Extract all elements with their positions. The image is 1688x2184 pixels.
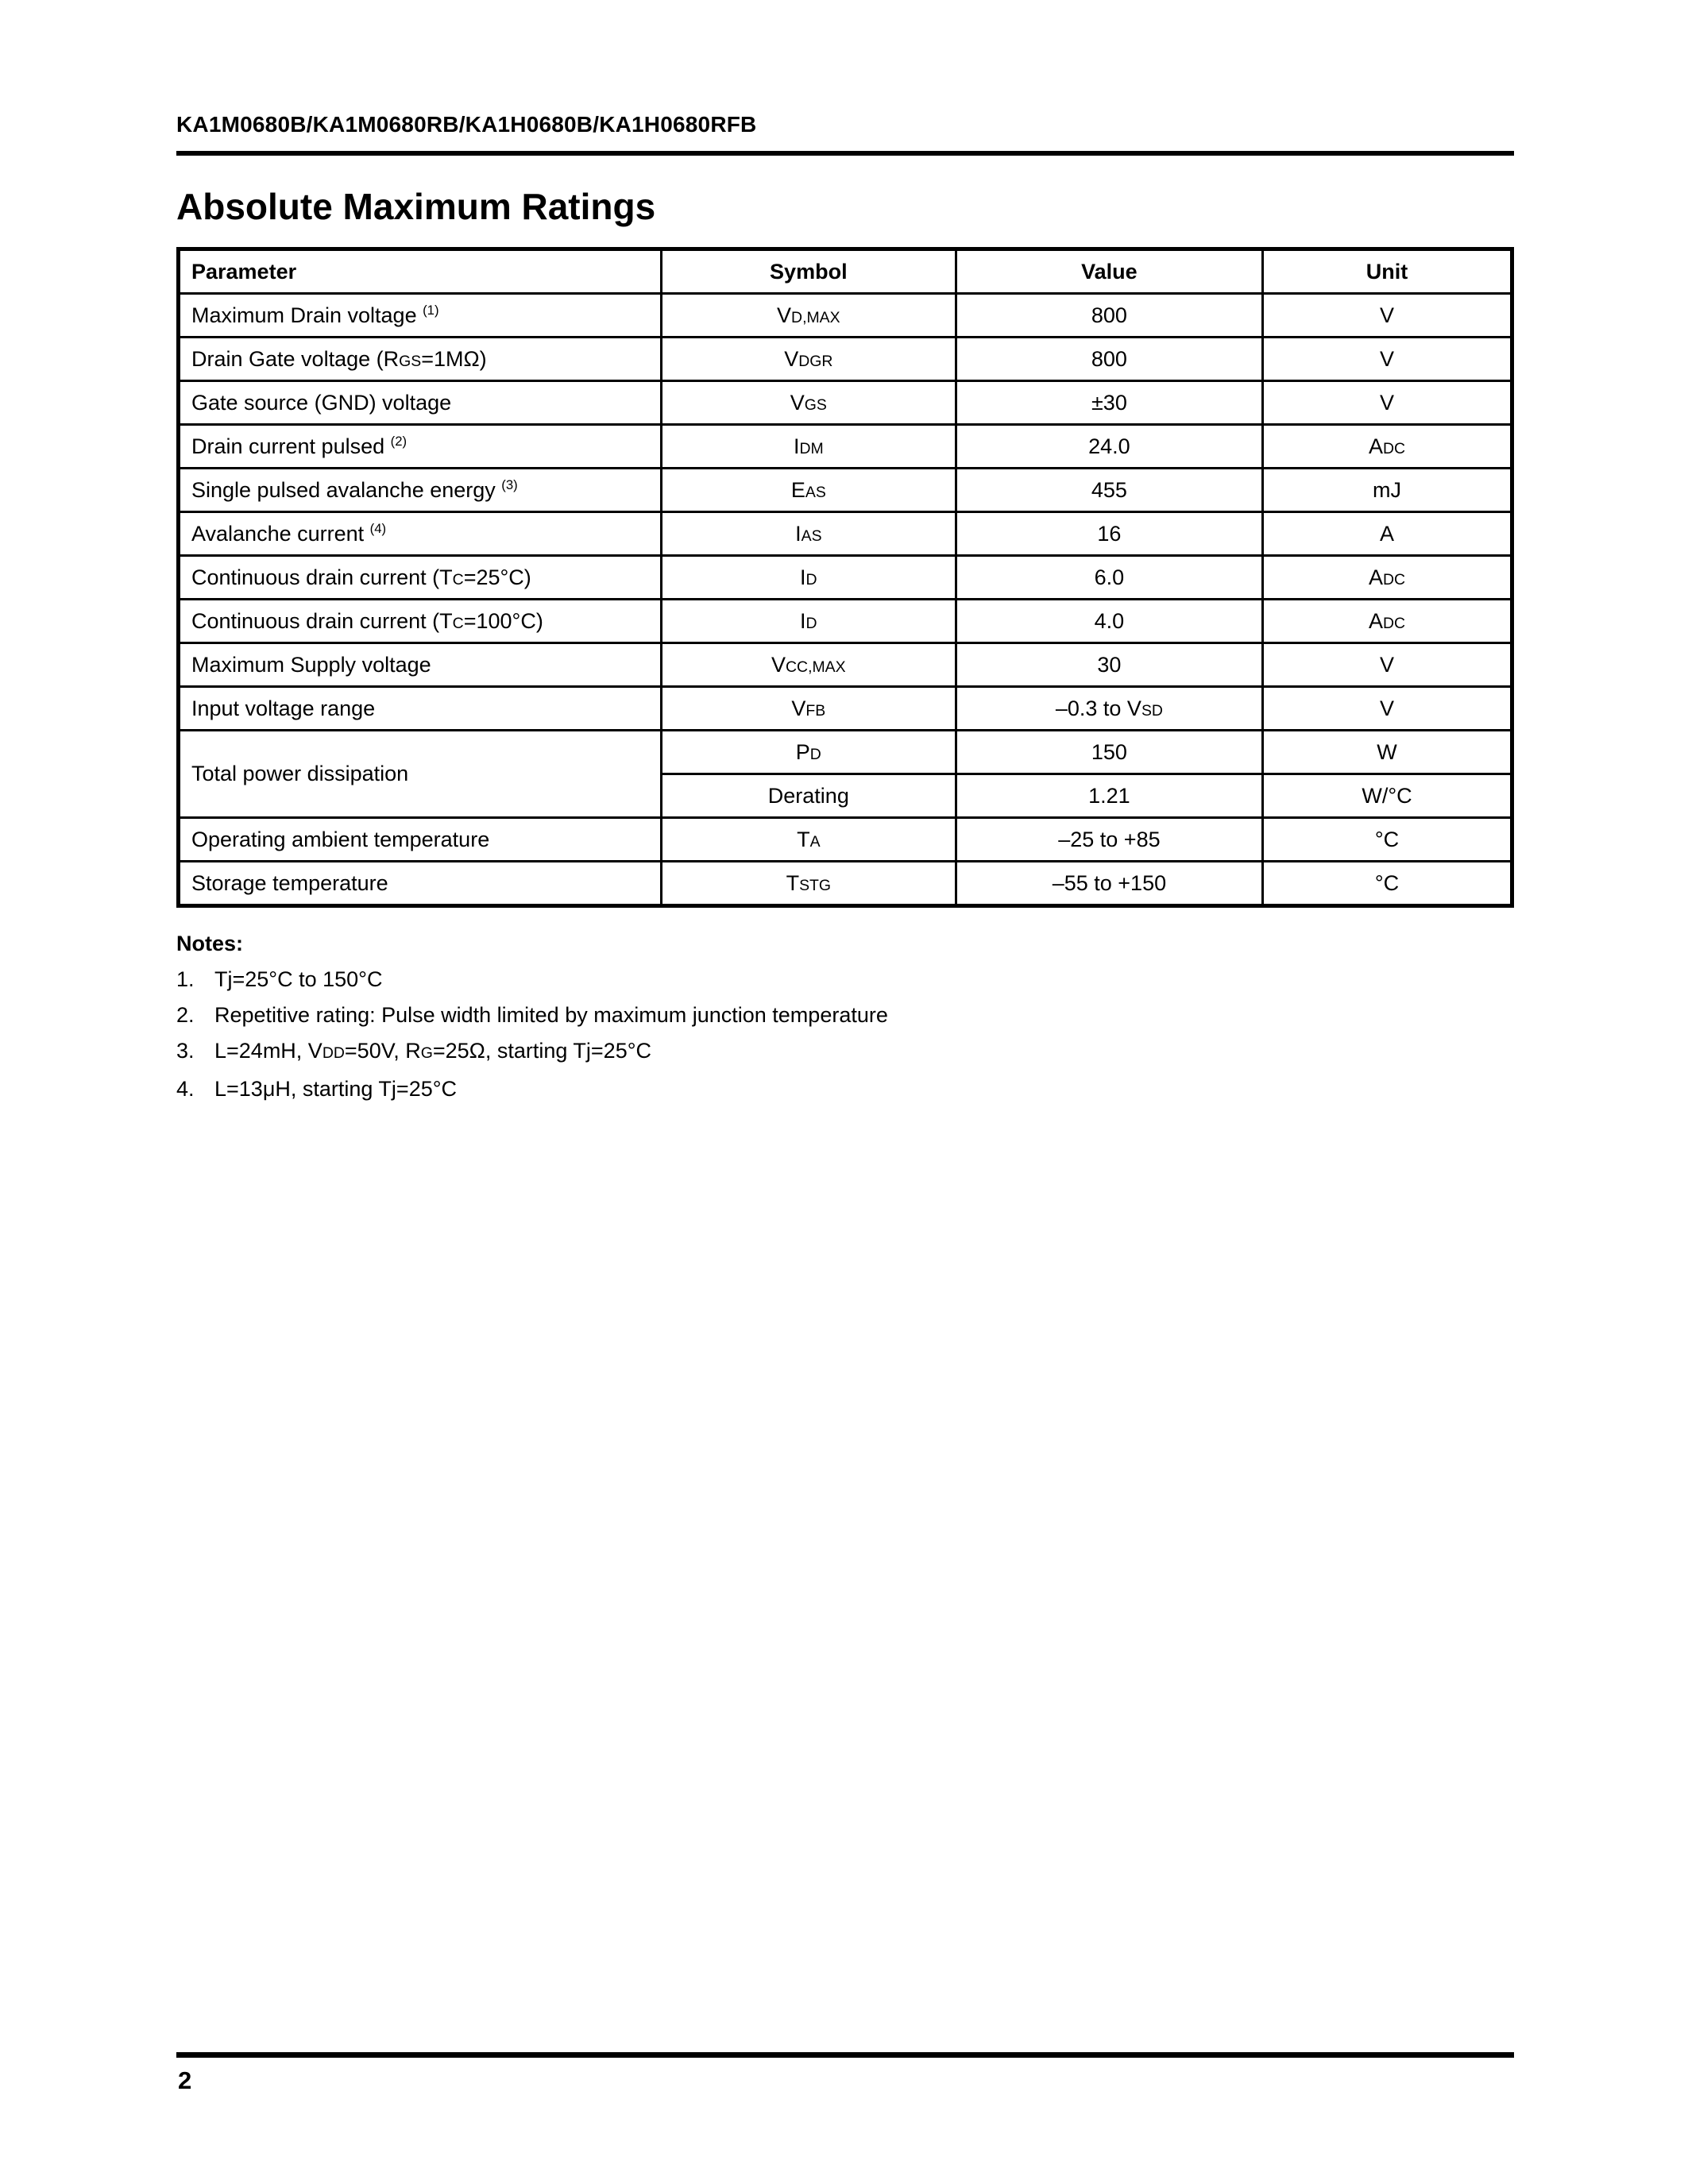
cell-value: –0.3 to VSD: [956, 687, 1262, 731]
subscript-text: DC: [1382, 570, 1406, 588]
cell-parameter: Maximum Supply voltage: [179, 643, 662, 687]
note-text: Repetitive rating: Pulse width limited by maximum junction temperature: [214, 1003, 888, 1027]
ratings-table-header-row: [179, 249, 1512, 294]
cell-symbol: VD,MAX: [661, 294, 956, 338]
subscript-text: SD: [1141, 701, 1163, 720]
note-item: [176, 967, 1514, 992]
cell-parameter: Drain current pulsed $^{(2)}$: [179, 425, 662, 469]
cell-parameter: Total power dissipation: [179, 731, 662, 818]
note-item: [176, 1076, 1514, 1102]
cell-symbol: ID: [661, 556, 956, 600]
cell-value: 4.0: [956, 600, 1262, 643]
cell-unit: mJ: [1263, 469, 1512, 512]
cell-symbol: TA: [661, 818, 956, 862]
column-header-parameter: Parameter: [179, 249, 662, 294]
cell-value: 800: [956, 294, 1262, 338]
footer-rule: [176, 2052, 1514, 2058]
cell-value: 150: [956, 731, 1262, 774]
cell-unit: V: [1263, 381, 1512, 425]
cell-parameter: Avalanche current $^{(4)}$: [179, 512, 662, 556]
cell-value: 30: [956, 643, 1262, 687]
note-item: [176, 1002, 1514, 1028]
table-row: [179, 469, 1512, 512]
ratings-table-head: [179, 249, 1512, 294]
cell-value: 6.0: [956, 556, 1262, 600]
subscript-text: DM: [799, 439, 824, 457]
cell-unit: A: [1263, 512, 1512, 556]
subscript-text: C: [452, 570, 464, 588]
note-number: 2.: [176, 1003, 195, 1027]
subscript-text: AS: [805, 483, 826, 501]
page-title: Absolute Maximum Ratings: [176, 186, 656, 227]
cell-unit: W/°C: [1263, 774, 1512, 818]
table-row: [179, 643, 1512, 687]
note-number: 3.: [176, 1039, 195, 1063]
note-item: [176, 1038, 1514, 1066]
subscript-text: C: [452, 614, 464, 632]
table-row: [179, 425, 1512, 469]
cell-value: ±30: [956, 381, 1262, 425]
cell-unit: V: [1263, 687, 1512, 731]
cell-symbol: VFB: [661, 687, 956, 731]
table-row: [179, 600, 1512, 643]
note-number: 1.: [176, 967, 195, 991]
column-header-symbol: Symbol: [661, 249, 956, 294]
subscript-text: AS: [801, 527, 822, 545]
cell-parameter: Gate source (GND) voltage: [179, 381, 662, 425]
cell-parameter: Operating ambient temperature: [179, 818, 662, 862]
cell-symbol: Derating: [661, 774, 956, 818]
cell-parameter: Single pulsed avalanche energy $^{(3)}$: [179, 469, 662, 512]
page-number: 2: [178, 2066, 192, 2094]
cell-unit: V: [1263, 294, 1512, 338]
table-row: [179, 687, 1512, 731]
cell-parameter: Input voltage range: [179, 687, 662, 731]
cell-unit: W: [1263, 731, 1512, 774]
table-row: [179, 731, 1512, 774]
note-number: 4.: [176, 1077, 195, 1101]
cell-symbol: EAS: [661, 469, 956, 512]
subscript-text: A: [809, 832, 821, 851]
cell-unit: ADC: [1263, 425, 1512, 469]
table-row: [179, 818, 1512, 862]
ratings-table: [176, 247, 1514, 908]
cell-parameter: Storage temperature: [179, 862, 662, 906]
ratings-table-body: [179, 294, 1512, 906]
superscript-text: (2): [390, 433, 408, 449]
subscript-text: STG: [799, 876, 832, 894]
cell-parameter: Continuous drain current (TC=100°C): [179, 600, 662, 643]
column-header-unit: Unit: [1263, 249, 1512, 294]
cell-unit: ADC: [1263, 556, 1512, 600]
cell-symbol: PD: [661, 731, 956, 774]
subscript-text: DC: [1382, 614, 1406, 632]
cell-unit: V: [1263, 338, 1512, 381]
cell-value: 800: [956, 338, 1262, 381]
cell-symbol: VCC,MAX: [661, 643, 956, 687]
superscript-text: (3): [501, 477, 518, 492]
cell-symbol: IDM: [661, 425, 956, 469]
page-content: [176, 0, 1514, 1102]
cell-value: –25 to +85: [956, 818, 1262, 862]
header-rule: [176, 151, 1514, 156]
table-row: [179, 294, 1512, 338]
subscript-text: DC: [1382, 439, 1406, 457]
cell-symbol: ID: [661, 600, 956, 643]
subscript-text: D: [805, 614, 817, 632]
cell-value: –55 to +150: [956, 862, 1262, 906]
cell-value: 16: [956, 512, 1262, 556]
cell-unit: ADC: [1263, 600, 1512, 643]
cell-symbol: VGS: [661, 381, 956, 425]
cell-parameter: Maximum Drain voltage $^{(1)}$: [179, 294, 662, 338]
note-text: L=13μH, starting Tj=25°C: [214, 1077, 458, 1101]
subscript-text: D: [809, 745, 821, 763]
subscript-text: GS: [399, 352, 422, 370]
note-text: Tj=25°C to 150°C: [214, 967, 383, 991]
note-text: L=24mH, VDD=50V, RG=25Ω, starting Tj=25°C: [214, 1039, 652, 1063]
subscript-text: D,MAX: [791, 308, 840, 326]
subscript-text: DGR: [798, 352, 833, 370]
subscript-text: D: [805, 570, 817, 588]
cell-unit: V: [1263, 643, 1512, 687]
cell-parameter: Drain Gate voltage (RGS=1MΩ): [179, 338, 662, 381]
subscript-text: GS: [804, 396, 827, 414]
cell-unit: °C: [1263, 818, 1512, 862]
table-row: [179, 512, 1512, 556]
subscript-text: FB: [805, 701, 826, 720]
cell-parameter: Continuous drain current (TC=25°C): [179, 556, 662, 600]
cell-unit: °C: [1263, 862, 1512, 906]
subscript-text: CC,MAX: [786, 658, 846, 676]
notes-section: [176, 932, 1514, 1102]
column-header-value: Value: [956, 249, 1262, 294]
table-row: [179, 381, 1512, 425]
doc-header-title: KA1M0680B/KA1M0680RB/KA1H0680B/KA1H0680RFB: [176, 112, 757, 137]
subscript-text: G: [420, 1044, 433, 1062]
cell-value: 1.21: [956, 774, 1262, 818]
table-row: [179, 862, 1512, 906]
notes-list: [176, 967, 1514, 1102]
superscript-text: (4): [369, 520, 387, 536]
superscript-text: (1): [423, 302, 439, 318]
table-row: [179, 338, 1512, 381]
cell-symbol: TSTG: [661, 862, 956, 906]
notes-label: Notes:: [176, 932, 244, 955]
cell-value: 455: [956, 469, 1262, 512]
table-row: [179, 556, 1512, 600]
subscript-text: DD: [322, 1044, 345, 1062]
cell-symbol: VDGR: [661, 338, 956, 381]
cell-value: 24.0: [956, 425, 1262, 469]
cell-symbol: IAS: [661, 512, 956, 556]
